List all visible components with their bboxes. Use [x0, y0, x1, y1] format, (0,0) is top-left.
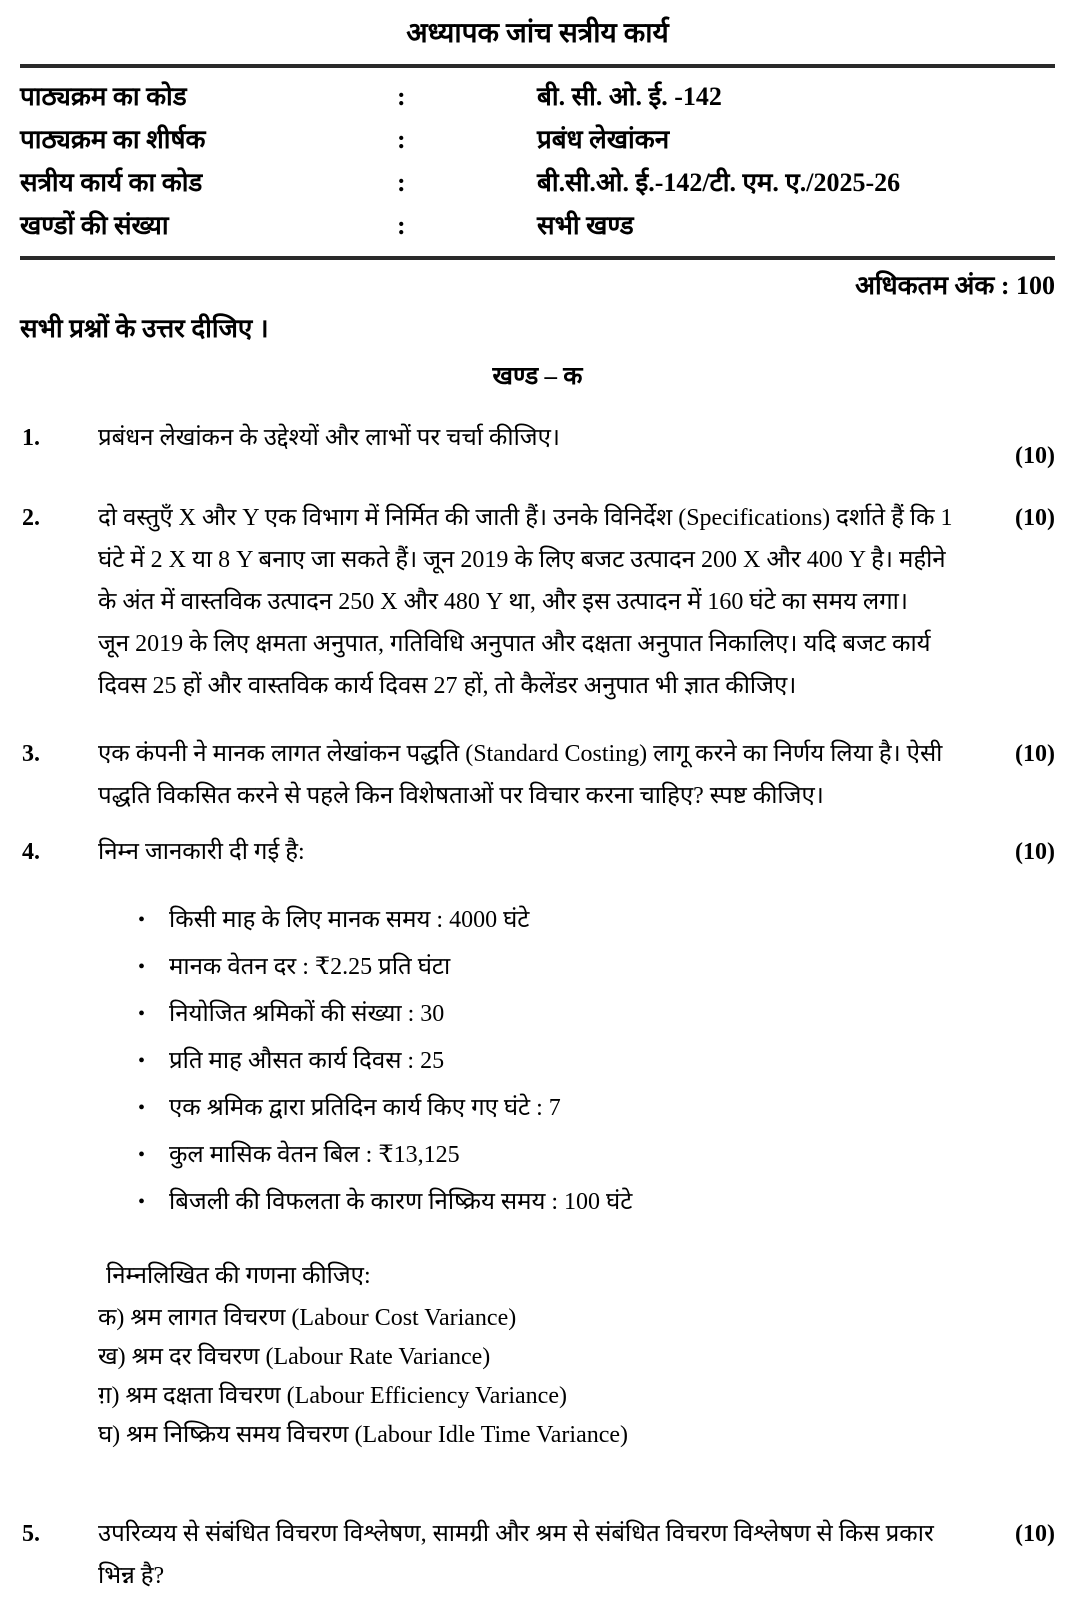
- table-row-assignment-code: [20, 161, 1055, 204]
- question-number: 5.: [22, 1521, 40, 1547]
- sub-question: ग़) श्रम दक्षता विचरण (Labour Efficiency Variance): [98, 1383, 567, 1409]
- question-paragraph: जून 2019 के लिए क्षमता अनुपात, गतिविधि अनुपात और दक्षता अनुपात निकालिए। यदि बजट कार्य दिवस 25 हों और वास्तविक कार्य दिवस 27 हों, तो कैलेंडर अनुपात भी ज्ञात कीजिए।: [98, 631, 931, 699]
- question-paragraph: दो वस्तुएँ X और Y एक विभाग में निर्मित की जाती हैं। उनके विनिर्देश (Specifications) दर्शाते हैं कि 1 घंटे में 2 X या 8 Y बनाए जा सकते हैं। जून 2019 के लिए बजट उत्पादन 200 X और 400 Y है। महीने के अंत में वास्तविक उत्पादन 250 X और 480 Y था, और इस उत्पादन में 160 घंटे का समय लगा।: [98, 505, 953, 615]
- question-3: [20, 733, 1055, 817]
- list-item-text: प्रति माह औसत कार्य दिवस : 25: [169, 1048, 445, 1074]
- bullet-icon: •: [138, 1097, 146, 1119]
- sub-question: क) श्रम लागत विचरण (Labour Cost Variance): [98, 1305, 517, 1331]
- bullet-icon: •: [138, 1050, 146, 1072]
- given-data-list: [98, 899, 966, 1223]
- question-marks: (10): [1015, 443, 1055, 469]
- page-title: अध्यापक जांच सत्रीय कार्य: [406, 18, 669, 49]
- max-marks: अधिकतम अंक : 100: [855, 271, 1055, 300]
- bullet-icon: •: [138, 1144, 146, 1166]
- question-paragraph: एक कंपनी ने मानक लागत लेखांकन पद्धति (Standard Costing) लागू करने का निर्णय लिया है। ऐसी पद्धति विकसित करने से पहले किन विशेषताओं पर विचार करना चाहिए? स्पष्ट कीजिए।: [98, 741, 943, 809]
- question-number: 1.: [22, 425, 40, 451]
- question-paragraph: प्रबंधन लेखांकन के उद्देश्यों और लाभों पर चर्चा कीजिए।: [98, 425, 560, 451]
- question-intro: निम्न जानकारी दी गई है:: [98, 839, 305, 865]
- bullet-icon: •: [138, 956, 146, 978]
- list-item: [138, 1134, 966, 1176]
- list-item-text: एक श्रमिक द्वारा प्रतिदिन कार्य किए गए घंटे : 7: [169, 1095, 561, 1121]
- info-label: खण्डों की संख्या: [20, 211, 169, 240]
- list-item: [138, 1087, 966, 1129]
- question-5: [20, 1513, 1055, 1597]
- info-label: पाठ्यक्रम का शीर्षक: [20, 125, 206, 154]
- question-text: [98, 497, 966, 707]
- question-marks: (10): [1015, 839, 1055, 865]
- bullet-icon: •: [138, 1003, 146, 1025]
- question-marks: (10): [1015, 741, 1055, 767]
- question-number: 4.: [22, 839, 40, 865]
- question-paragraph: उपरिव्यय से संबंधित विचरण विश्लेषण, सामग्री और श्रम से संबंधित विचरण विश्लेषण से किस प्रकार भिन्न है?: [98, 1521, 934, 1589]
- list-item-text: बिजली की विफलता के कारण निष्क्रिय समय : 100 घंटे: [169, 1189, 633, 1215]
- info-value: सभी खण्ड: [537, 211, 634, 240]
- list-item: [138, 1181, 966, 1223]
- bullet-icon: •: [138, 1191, 146, 1213]
- list-item: [138, 993, 966, 1035]
- question-marks: (10): [1015, 1521, 1055, 1547]
- info-separator: :: [397, 211, 406, 240]
- question-text: [98, 1513, 966, 1597]
- question-marks: (10): [1015, 505, 1055, 531]
- question-2: [20, 497, 1055, 707]
- bullet-icon: •: [138, 909, 146, 931]
- question-number: 3.: [22, 741, 40, 767]
- question-4: [20, 831, 1055, 1455]
- info-separator: :: [397, 168, 406, 197]
- list-item: [138, 1040, 966, 1082]
- section-heading: खण्ड – क: [492, 363, 583, 390]
- question-1: [20, 417, 1055, 469]
- sub-question-list: [98, 1299, 966, 1455]
- question-text: [98, 733, 966, 817]
- question-number: 2.: [22, 505, 40, 531]
- sub-question: घ) श्रम निष्क्रिय समय विचरण (Labour Idle Time Variance): [98, 1422, 629, 1448]
- list-item: [138, 946, 966, 988]
- instruction: सभी प्रश्नों के उत्तर दीजिए ।: [20, 314, 269, 343]
- list-item-text: किसी माह के लिए मानक समय : 4000 घंटे: [169, 907, 530, 933]
- info-label: पाठ्यक्रम का कोड: [20, 82, 187, 111]
- question-text: [98, 417, 966, 459]
- info-value: बी.सी.ओ. ई.-142/टी. एम. ए./2025-26: [537, 168, 901, 197]
- table-row-course-code: [20, 75, 1055, 118]
- info-label: सत्रीय कार्य का कोड: [20, 168, 203, 197]
- calculation-intro: निम्नलिखित की गणना कीजिए:: [106, 1263, 371, 1289]
- list-item-text: नियोजित श्रमिकों की संख्या : 30: [169, 1001, 445, 1027]
- info-separator: :: [397, 82, 406, 111]
- list-item-text: मानक वेतन दर : ₹2.25 प्रति घंटा: [169, 954, 451, 980]
- question-text: [98, 831, 966, 1455]
- sub-question: ख) श्रम दर विचरण (Labour Rate Variance): [98, 1344, 491, 1370]
- course-info-table: [20, 64, 1055, 260]
- table-row-course-title: [20, 118, 1055, 161]
- list-item-text: कुल मासिक वेतन बिल : ₹13,125: [169, 1142, 460, 1168]
- info-value: प्रबंध लेखांकन: [537, 125, 670, 154]
- info-separator: :: [397, 125, 406, 154]
- info-value: बी. सी. ओ. ई. -142: [537, 82, 722, 111]
- table-row-blocks-count: [20, 204, 1055, 247]
- list-item: [138, 899, 966, 941]
